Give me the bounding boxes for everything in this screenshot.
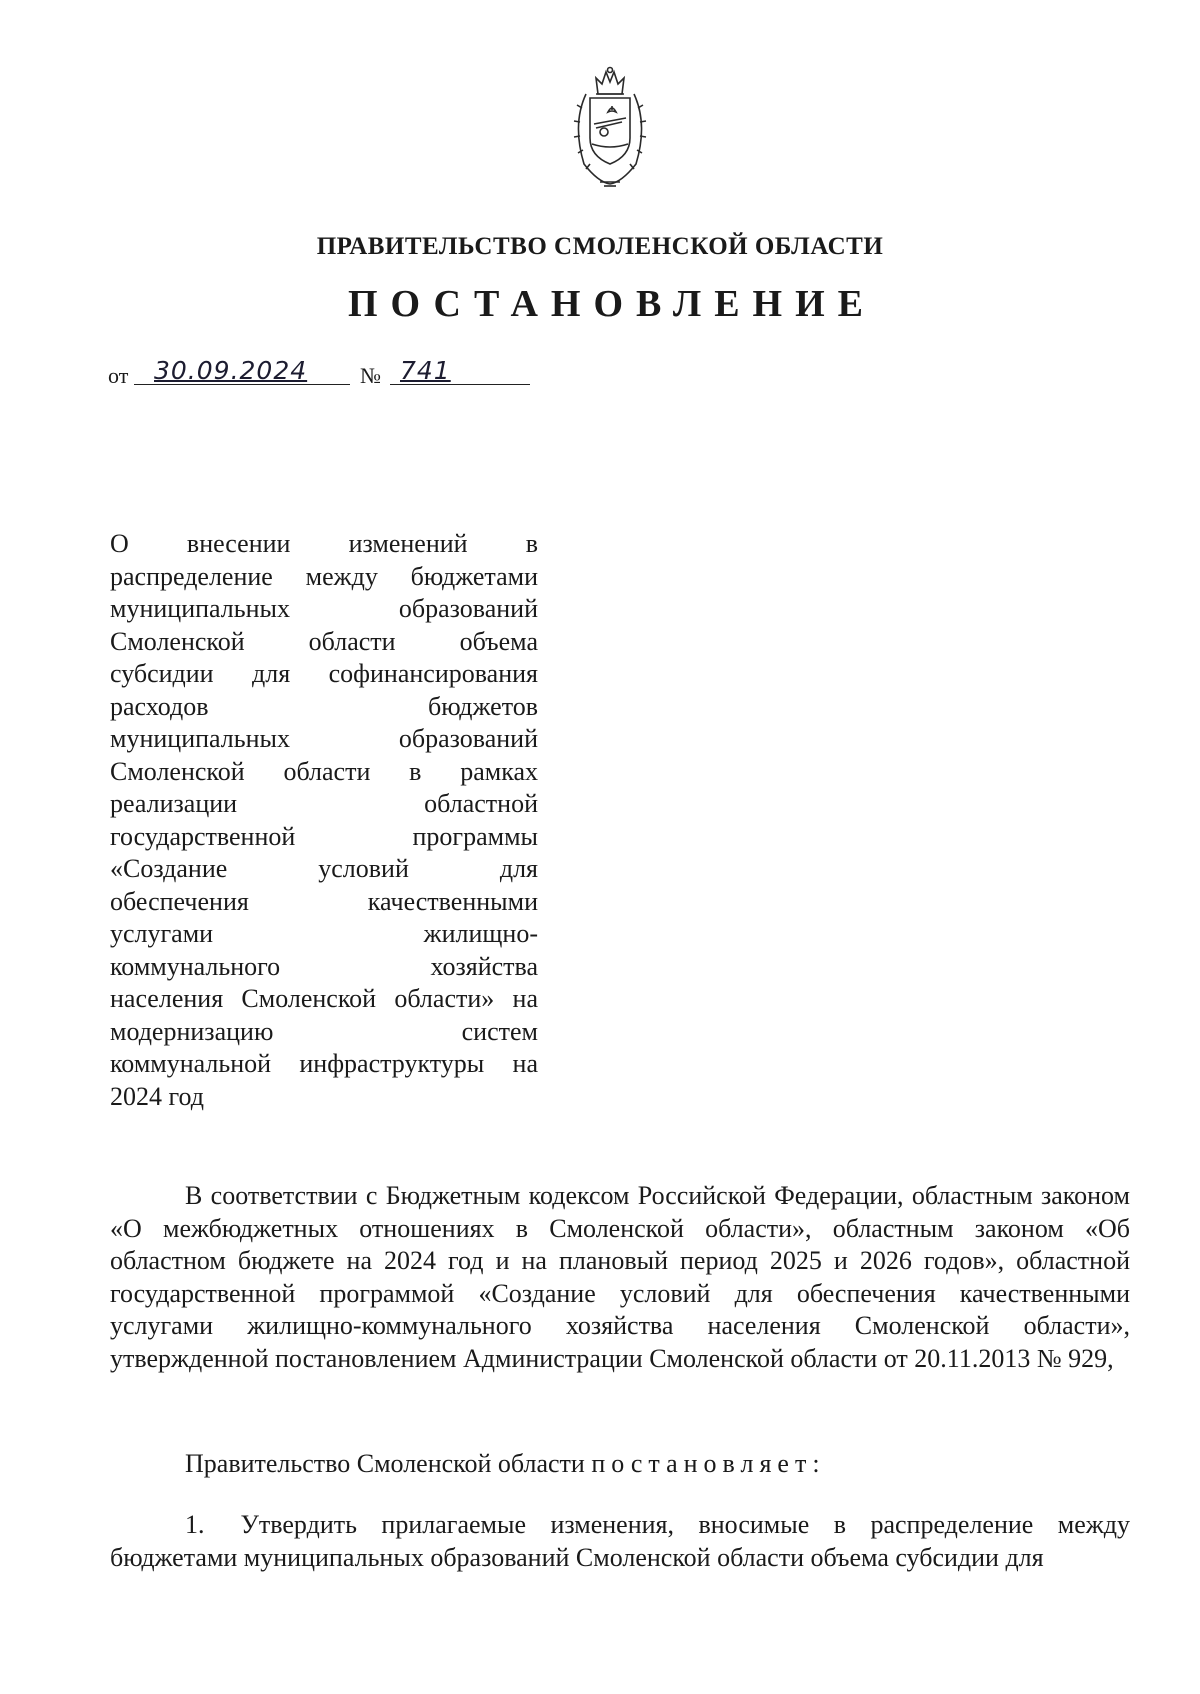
smolensk-coat-of-arms-icon xyxy=(560,64,660,194)
resolves-verb: постановляет: xyxy=(591,1449,826,1478)
title-line: услугами жилищно- xyxy=(110,919,538,948)
date-number-line xyxy=(108,355,538,395)
title-line: Смоленской области в рамках xyxy=(110,756,538,786)
item-1-paragraph xyxy=(110,1509,1130,1574)
title-line: О внесении изменений в xyxy=(110,529,538,558)
title-line: населения Смоленской области» на xyxy=(110,984,538,1013)
resolves-subject: Правительство Смоленской области xyxy=(185,1449,585,1478)
document-subject-title xyxy=(110,528,538,1113)
title-line: «Создание условий для xyxy=(110,854,538,883)
title-line: государственной программы xyxy=(110,821,538,851)
document-type-title: ПОСТАНОВЛЕНИЕ xyxy=(347,283,877,325)
title-line: муниципальных образований xyxy=(110,724,538,753)
title-line: субсидии для софинансирования xyxy=(110,659,538,688)
title-line: модернизацию систем xyxy=(110,1016,538,1046)
title-line: Смоленской области объема xyxy=(110,626,538,656)
title-line: коммунального хозяйства xyxy=(110,951,538,981)
item-1-text: Утвердить прилагаемые изменения, вносимые в распределение между бюджетами муниципальных образований Смоленской области объема субсидии для xyxy=(110,1510,1130,1572)
title-line: 2024 год xyxy=(110,1081,204,1111)
preamble-paragraph: В соответствии с Бюджетным кодексом Российской Федерации, областным законом «О межбюджетных отношениях в Смоленской области», областным законом «Об областном бюджете на 2024 год и на плановый период 2025 и 2026 годов», областной государственной программой «Создание условий для обеспечения качественными услугами жилищно-коммунального хозяйства населения Смоленской области», утвержденной постановлением Администрации Смоленской области от 20.11.2013 № 929, xyxy=(110,1181,1130,1373)
date-label: от xyxy=(108,363,129,388)
title-line: расходов бюджетов xyxy=(110,691,538,721)
number-label: № xyxy=(360,363,381,388)
handwritten-date: 30.09.2024 xyxy=(154,356,308,385)
coat-of-arms-emblem xyxy=(560,64,660,194)
resolves-paragraph xyxy=(110,1448,1200,1481)
title-line: обеспечения качественными xyxy=(110,886,538,916)
item-1-number: 1. xyxy=(185,1510,205,1539)
title-line: реализации областной xyxy=(110,789,538,818)
handwritten-number: 741 xyxy=(400,356,451,385)
organization-name: ПРАВИТЕЛЬСТВО СМОЛЕНСКОЙ ОБЛАСТИ xyxy=(316,233,884,260)
title-line: распределение между бюджетами xyxy=(110,561,538,591)
title-line: коммунальной инфраструктуры на xyxy=(110,1049,538,1078)
title-line: муниципальных образований xyxy=(110,594,538,623)
